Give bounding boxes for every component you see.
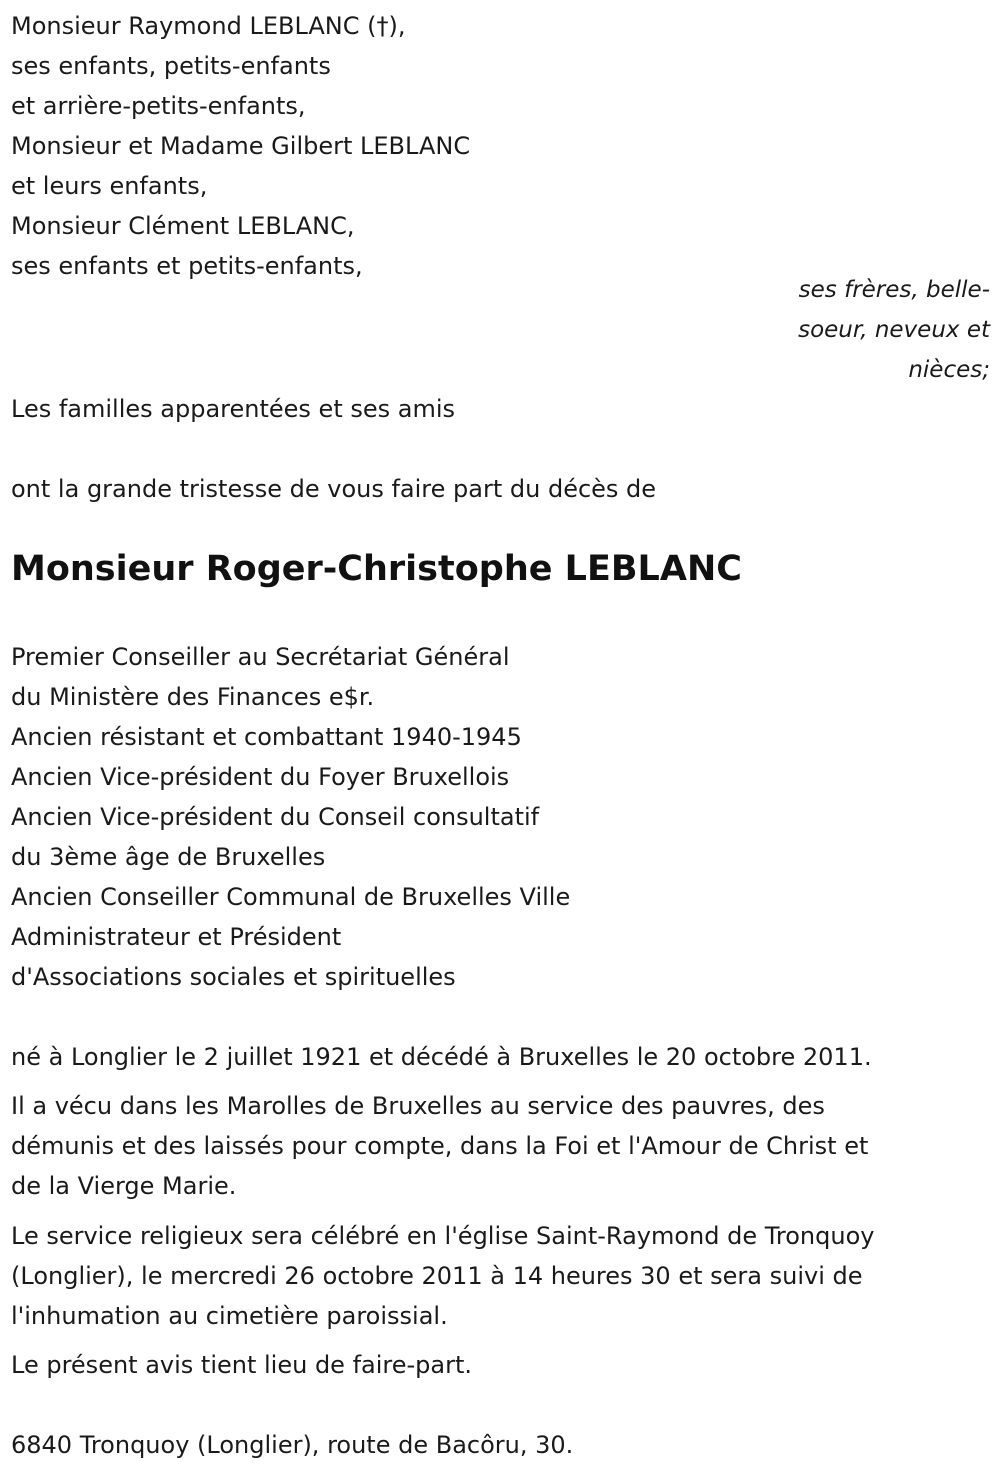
title-line: Ancien Conseiller Communal de Bruxelles Ville <box>11 883 571 911</box>
family-line: Monsieur et Madame Gilbert LEBLANC <box>11 132 471 160</box>
title-line: Ancien Vice-président du Conseil consultatif <box>11 803 540 831</box>
title-line: du Ministère des Finances e$r. <box>11 683 375 711</box>
life-line: Il a vécu dans les Marolles de Bruxelles au service des pauvres, des <box>11 1092 825 1120</box>
notice-line: Le présent avis tient lieu de faire-part. <box>11 1351 473 1379</box>
family-line: ses enfants et petits-enfants, <box>11 252 363 280</box>
life-line: de la Vierge Marie. <box>11 1172 237 1200</box>
title-line: Premier Conseiller au Secrétariat Général <box>11 643 510 671</box>
title-line: Ancien Vice-président du Foyer Bruxellois <box>11 763 510 791</box>
families-line: Les familles apparentées et ses amis <box>11 395 456 423</box>
title-line: d'Associations sociales et spirituelles <box>11 963 456 991</box>
service-line: Le service religieux sera célébré en l'église Saint-Raymond de Tronquoy <box>11 1222 875 1250</box>
title-line: Ancien résistant et combattant 1940-1945 <box>11 723 522 751</box>
family-line: ses enfants, petits-enfants <box>11 52 331 80</box>
life-line: démunis et des laissés pour compte, dans la Foi et l'Amour de Christ et <box>11 1132 869 1160</box>
deceased-name: Monsieur Roger-Christophe LEBLANC <box>11 549 742 589</box>
birth-death: né à Longlier le 2 juillet 1921 et décédé à Bruxelles le 20 octobre 2011. <box>11 1043 872 1071</box>
title-line: du 3ème âge de Bruxelles <box>11 843 326 871</box>
family-line: Monsieur Raymond LEBLANC (†), <box>11 12 406 40</box>
service-line: l'inhumation au cimetière paroissial. <box>11 1302 448 1330</box>
family-line: Monsieur Clément LEBLANC, <box>11 212 355 240</box>
relation-line: nièces; <box>908 357 990 383</box>
announcement: ont la grande tristesse de vous faire part du décès de <box>11 475 657 503</box>
relation-line: soeur, neveux et <box>798 317 990 343</box>
address-line: 6840 Tronquoy (Longlier), route de Bacôru, 30. <box>11 1431 574 1459</box>
family-line: et arrière-petits-enfants, <box>11 92 306 120</box>
relation-line: ses frères, belle- <box>798 277 990 303</box>
title-line: Administrateur et Président <box>11 923 342 951</box>
family-line: et leurs enfants, <box>11 172 208 200</box>
service-line: (Longlier), le mercredi 26 octobre 2011 à 14 heures 30 et sera suivi de <box>11 1262 863 1290</box>
